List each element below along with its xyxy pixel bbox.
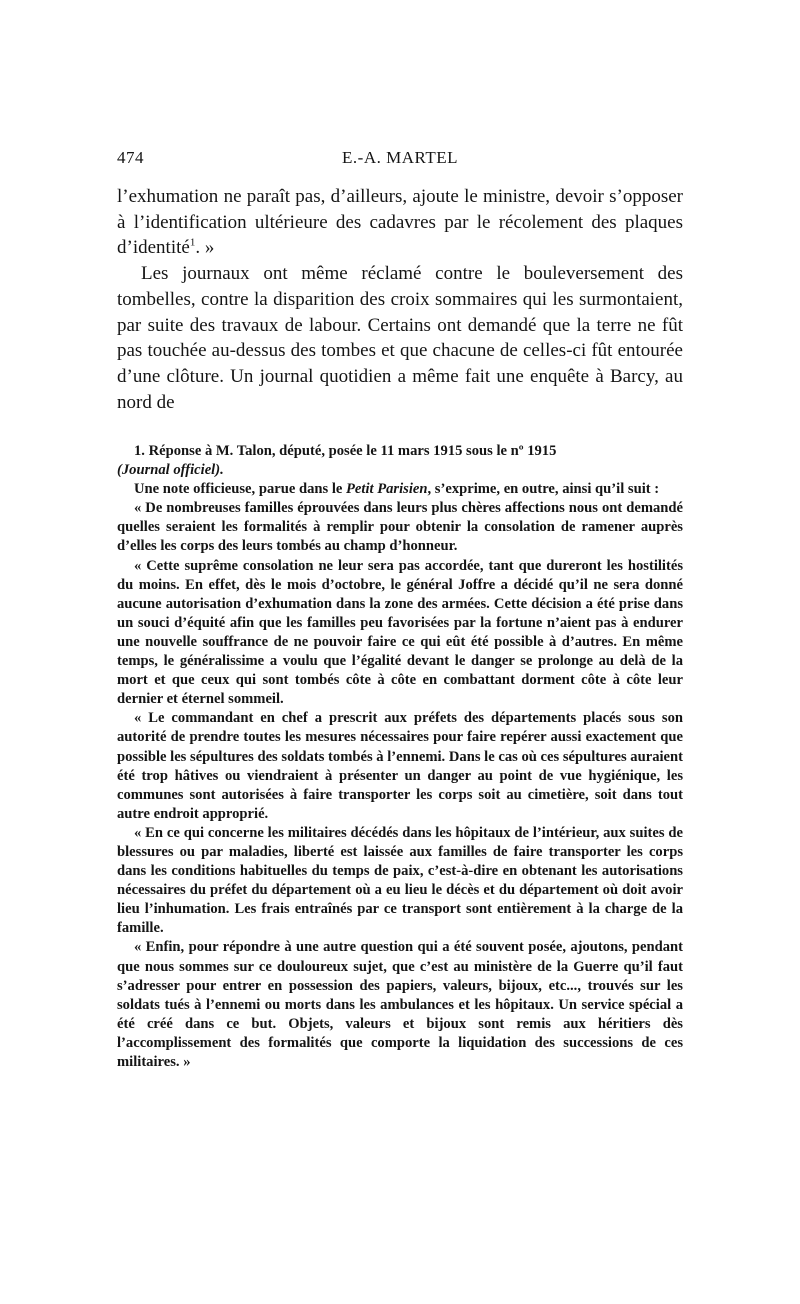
footnotes [117, 442, 683, 1072]
paragraph-continuation [117, 184, 683, 261]
footnote-text: 1. Réponse à M. Talon, député, posée le 11 mars 1915 sous le nº 1915 [134, 443, 557, 459]
paragraph: Les journaux ont même réclamé contre le bouleversement des tombelles, contre la disparition des croix sommaires qui les surmontaient, par suite des travaux de labour. Certains ont demandé que la terre ne fût pas touchée au-dessus des tombes et que chacune de celles-ci fût entourée d’une clôture. Un journal quotidien a même fait une enquête à Barcy, au nord de [117, 263, 683, 413]
main-text [117, 184, 683, 415]
quote-paragraph: « Cette suprême consolation ne leur sera pas accordée, tant que dureront les hostilités du moins. En effet, dès le mois d’octobre, le général Joffre a décidé qu’il ne sera donné aucune autorisation d’exhumation dans la zone des armées. Cette décision a été prise dans un souci d’équité afin que les familles peu favorisées par la fortune n’aient pas à endurer une nouvelle souffrance de ne pouvoir faire ce qui eût été possible à d’autres. En même temps, le généralissime a voulu que l’égalité devant le danger se prolonge au delà de la mort et que ceux qui sont tombés côte à côte en combattant dorment côte à côte leur dernier et éternel sommeil. [117, 557, 683, 708]
quote-paragraph: « Enfin, pour répondre à une autre question qui a été souvent posée, ajoutons, pendant que nous sommes sur ce douloureux sujet, que c’est au ministère de la Guerre qu’il faut s’adresser pour entrer en possession des papiers, valeurs, bijoux, etc..., trouvés sur les soldats tués à l’ennemi ou morts dans les ambulances et les hôpitaux. Un service spécial a été créé dans ce but. Objets, valeurs et bijoux sont remis aux héritiers dès l’accomplissement des formalités que comporte la liquidation des successions de ces militaires. » [117, 939, 683, 1070]
paragraph-text: l’exhumation ne paraît pas, d’ailleurs, ajoute le ministre, devoir s’opposer à l’identification ultérieure des cadavres par le récolement des plaques d’identité [117, 186, 683, 259]
footnote-source: (Journal officiel). [117, 462, 224, 479]
quote-close: . » [195, 237, 215, 259]
footnote-marker: 1 [189, 237, 196, 250]
footnote-intro [117, 480, 683, 499]
newspaper-title: Petit Parisien [346, 481, 428, 498]
quote-paragraph: « Le commandant en chef a prescrit aux préfets des départements placés sous son autorité de prendre toutes les mesures nécessaires pour faire repérer aussi exactement que possible les sépultures des soldats tombés à l’ennemi. Dans le cas où ces sépultures auraient été trop hâtives ou viendraient à présenter un danger au point de vue hygiénique, les communes sont autorisées à faire transporter les corps soit au cimetière, soit dans tout autre endroit approprié. [117, 710, 683, 822]
page-number: 474 [117, 148, 144, 167]
intro-text-end: , s’exprime, en outre, ainsi qu’il suit : [427, 481, 660, 498]
intro-text: Une note officieuse, parue dans le [134, 481, 347, 498]
quote-paragraph: « En ce qui concerne les militaires décédés dans les hôpitaux de l’intérieur, aux suites de blessures ou par maladies, liberté est laissée aux familles de faire transporter les corps dans les conditions habituelles du temps de paix, c’est-à-dire en obtenant les autorisations nécessaires du préfet du département où a eu lieu le décès et du département où doit avoir lieu l’inhumation. Les frais entraînés par ce transport sont entièrement à la charge de la famille. [117, 824, 683, 937]
running-header [117, 148, 683, 172]
footnote-1 [117, 442, 683, 480]
quote-paragraph: « De nombreuses familles éprouvées dans leurs plus chères affections nous ont demandé quelles seraient les formalités à remplir pour obtenir la consolation de ramener auprès d’elles les corps des leurs tombés au champ d’honneur. [117, 500, 683, 555]
running-title: E.-A. MARTEL [342, 148, 458, 167]
